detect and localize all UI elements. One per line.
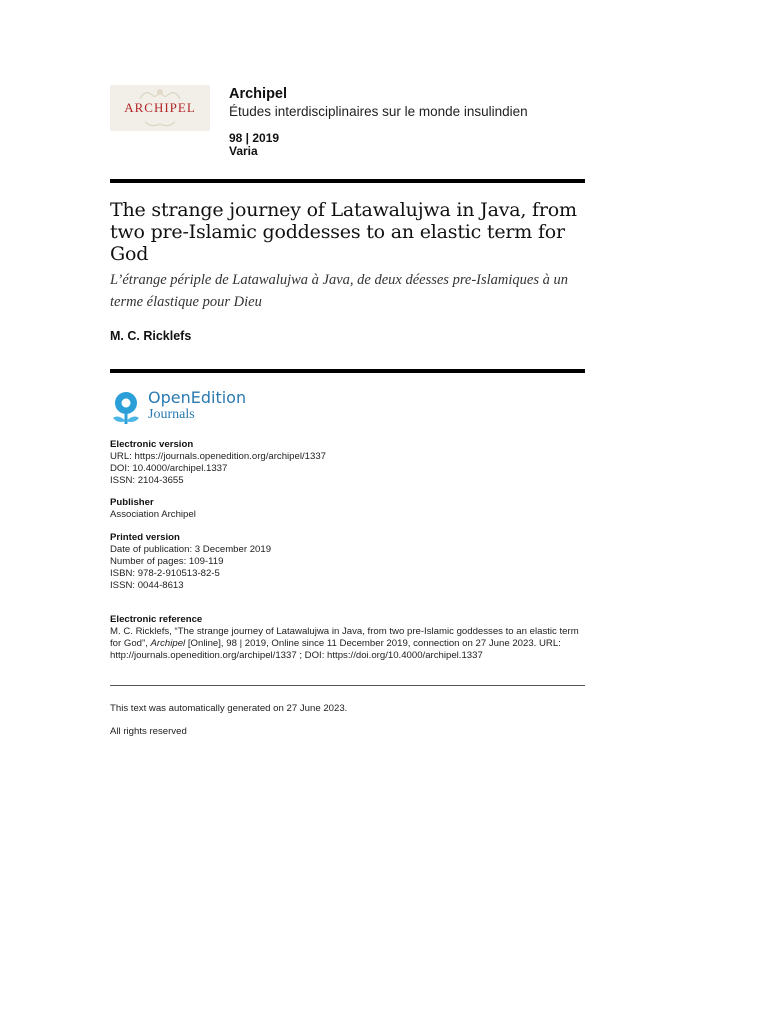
page-count: Number of pages: 109-119	[110, 556, 224, 567]
publication-date: Date of publication: 3 December 2019	[110, 544, 272, 555]
publisher-heading: Publisher	[110, 497, 154, 508]
archipel-logo	[110, 85, 210, 131]
print-issn: ISSN: 0044-8613	[110, 580, 184, 591]
bottom-divider	[110, 685, 585, 686]
openedition-journals: Journals	[148, 407, 195, 422]
electronic-version-issn: ISSN: 2104-3655	[110, 475, 184, 486]
section-name: Varia	[229, 144, 258, 158]
journal-title: Archipel	[229, 86, 288, 102]
publisher-name: Association Archipel	[110, 509, 196, 520]
electronic-version-url[interactable]: URL: https://journals.openedition.org/archipel/1337	[110, 451, 326, 462]
electronic-version-doi[interactable]: DOI: 10.4000/archipel.1337	[110, 463, 228, 474]
article-author: M. C. Ricklefs	[110, 329, 192, 343]
journal-subtitle: Études interdisciplinaires sur le monde insulindien	[229, 104, 528, 119]
rights-notice: All rights reserved	[110, 726, 187, 737]
openedition-journals-logo[interactable]	[110, 390, 270, 426]
openedition-flower-icon	[110, 390, 144, 426]
publisher-block	[110, 497, 196, 521]
electronic-reference-heading: Electronic reference	[110, 614, 203, 625]
isbn: ISBN: 978-2-910513-82-5	[110, 568, 220, 579]
middle-divider	[110, 369, 585, 373]
article-subtitle: L’étrange périple de Latawalujwa à Java, de deux déesses pre-Islamiques à un terme élastique pour Dieu	[110, 272, 569, 310]
top-divider	[110, 179, 585, 183]
electronic-version-heading: Electronic version	[110, 439, 194, 450]
printed-version-heading: Printed version	[110, 532, 180, 543]
logo-text: ARCHIPEL	[124, 100, 196, 115]
generated-notice: This text was automatically generated on 27 June 2023.	[110, 703, 348, 714]
logo-ornament-bottom-icon	[110, 119, 210, 129]
electronic-reference-block	[110, 614, 585, 662]
electronic-version-block	[110, 439, 326, 487]
reference-journal-name: Archipel	[150, 638, 186, 649]
openedition-name: OpenEdition	[148, 388, 247, 407]
printed-version-block	[110, 532, 271, 592]
electronic-reference-text	[110, 626, 585, 662]
reference-citation: M. C. Ricklefs, “The strange journey of Latawalujwa in Java, from two pre-Islamic goddesses to an elastic term for God”,	[110, 626, 579, 649]
reference-details[interactable]: [Online], 98 | 2019, Online since 11 December 2019, connection on 27 June 2023. URL: http://journals.openedition.org/archipel/1337 ; DOI: https://doi.org/10.4000/archipel.1337	[110, 638, 561, 661]
article-title: The strange journey of Latawalujwa in Java, from two pre-Islamic goddesses to an elastic term for God	[110, 199, 577, 265]
issue-number: 98 | 2019	[229, 131, 280, 145]
